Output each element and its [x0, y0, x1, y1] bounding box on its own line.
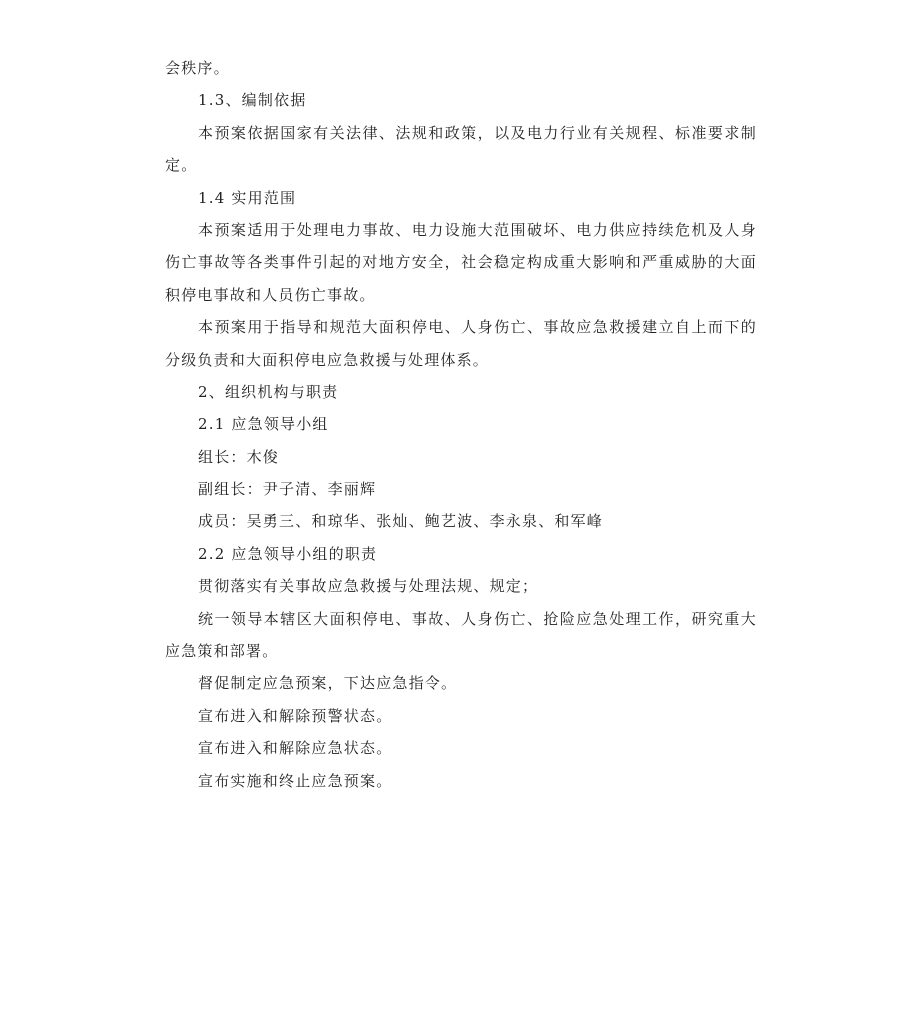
text-line: 本预案依据国家有关法律、法规和政策，以及电力行业有关规程、标准要求制 [198, 123, 757, 142]
document-body [165, 52, 757, 797]
text-line: 定。 [165, 156, 198, 175]
text-line: 积停电事故和人员伤亡事故。 [165, 285, 376, 304]
text-line: 督促制定应急预案，下达应急指令。 [198, 674, 458, 693]
team-members: 成员：吴勇三、和琼华、张灿、鲍艺波、李永泉、和军峰 [198, 512, 604, 531]
text-line: 本预案适用于处理电力事故、电力设施大范围破坏、电力供应持续危机及人身 [198, 220, 757, 239]
team-deputy-leaders: 副组长：尹子清、李丽辉 [198, 480, 377, 499]
text-line: 会秩序。 [165, 59, 230, 77]
text-line: 贯彻落实有关事故应急救援与处理法规、规定； [198, 577, 539, 596]
section-heading: 1.4 实用范围 [198, 188, 297, 207]
section-heading: 2、组织机构与职责 [198, 382, 339, 401]
text-line: 伤亡事故等各类事件引起的对地方安全，社会稳定构成重大影响和严重威胁的大面 [165, 253, 757, 272]
text-line: 本预案用于指导和规范大面积停电、人身伤亡、事故应急救援建立自上而下的 [198, 318, 757, 337]
text-line: 宣布进入和解除应急状态。 [198, 739, 393, 758]
text-line: 宣布实施和终止应急预案。 [198, 771, 393, 790]
section-heading: 1.3、编制依据 [198, 91, 307, 110]
team-leader: 组长：木俊 [198, 447, 280, 466]
section-heading: 2.2 应急领导小组的职责 [198, 544, 378, 563]
text-line: 应急策和部署。 [165, 642, 279, 661]
section-heading: 2.1 应急领导小组 [198, 415, 329, 434]
text-line: 宣布进入和解除预警状态。 [198, 706, 393, 725]
text-line: 统一领导本辖区大面积停电、事故、人身伤亡、抢险应急处理工作，研究重大 [198, 609, 757, 628]
text-line: 分级负责和大面积停电应急救援与处理体系。 [165, 350, 490, 369]
